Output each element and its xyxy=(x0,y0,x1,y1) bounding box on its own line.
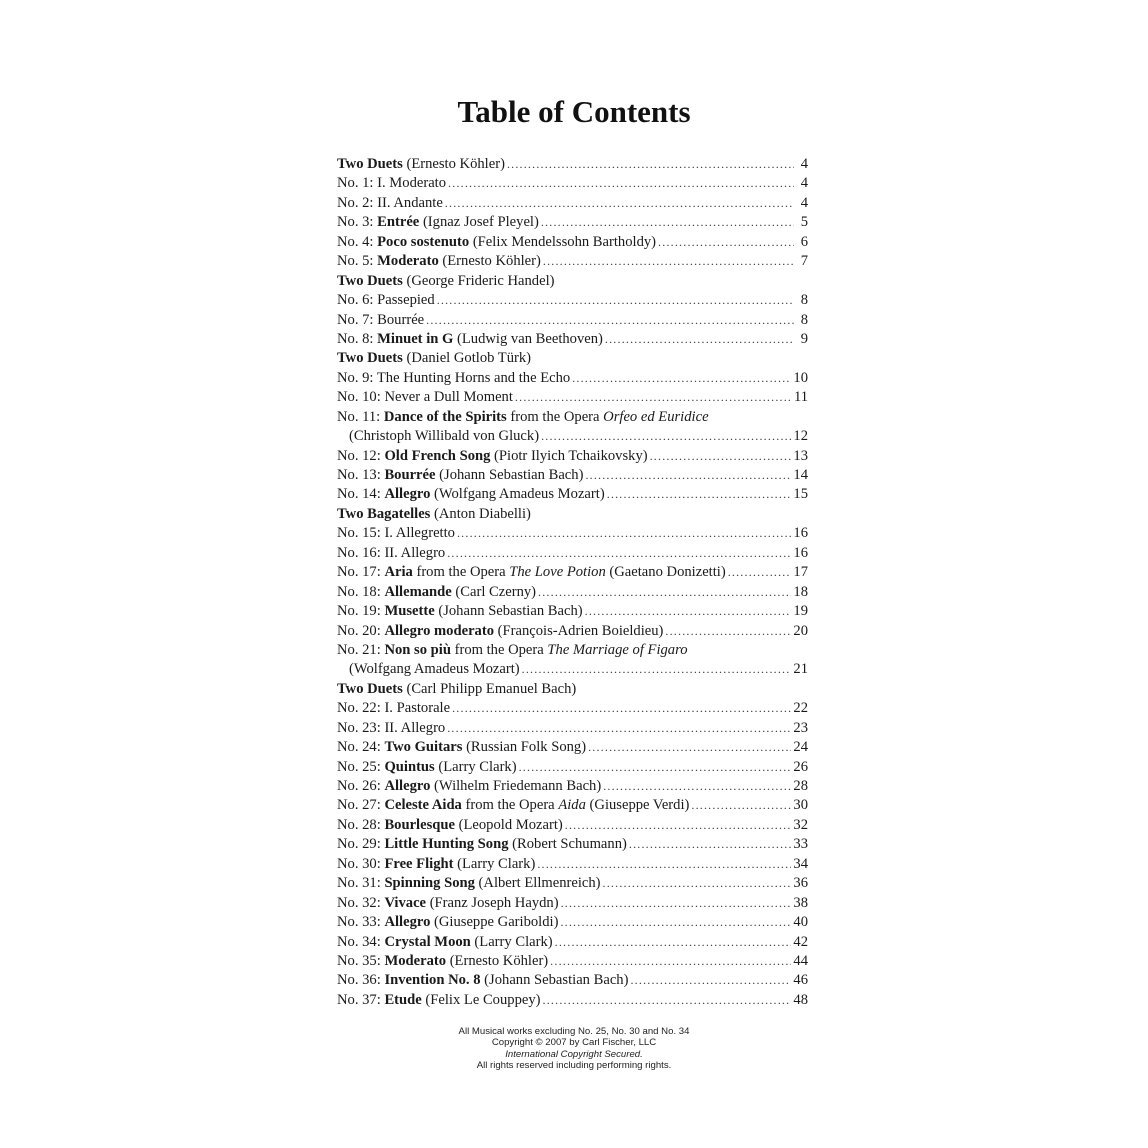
page-number: 19 xyxy=(793,603,808,620)
entry-title: II. Allegro xyxy=(384,719,446,736)
dot-leader xyxy=(603,874,792,893)
entry-number: No. 14: xyxy=(337,486,385,503)
entry-detail: from the Opera xyxy=(412,564,510,581)
toc-entry-text xyxy=(337,174,446,193)
entry-detail: (Larry Clark) xyxy=(470,933,553,950)
dot-leader xyxy=(448,174,794,193)
toc-entry-text xyxy=(337,466,583,485)
entry-number: No. 31: xyxy=(337,875,385,892)
entry-detail: (Carl Philipp Emanuel Bach) xyxy=(402,680,577,697)
entry-composer: (Gaetano Donizetti) xyxy=(605,564,726,581)
toc-entry-text xyxy=(337,349,531,368)
entry-detail: (Ignaz Josef Pleyel) xyxy=(419,214,539,231)
entry-title: Musette xyxy=(384,603,435,620)
toc-entry-text xyxy=(337,252,541,271)
dot-leader xyxy=(426,311,794,330)
dot-leader xyxy=(665,622,791,641)
toc-entry-text xyxy=(337,485,605,504)
toc-entry xyxy=(337,252,808,271)
entry-detail: (Felix Mendelssohn Bartholdy) xyxy=(469,233,657,250)
footer-line: All Musical works excluding No. 25, No. 30 and No. 34 xyxy=(458,1026,690,1037)
toc-entry xyxy=(337,408,808,427)
page-number: 13 xyxy=(793,447,808,464)
entry-number: No. 32: xyxy=(337,894,385,911)
dot-leader xyxy=(452,699,791,718)
toc-entry xyxy=(337,485,808,504)
toc-entry-text xyxy=(337,991,541,1010)
page-number: 15 xyxy=(793,486,808,503)
toc-entry-text xyxy=(337,971,628,990)
page-number: 34 xyxy=(793,855,808,872)
page-number: 5 xyxy=(800,214,808,231)
toc-entry xyxy=(337,660,808,679)
dot-leader xyxy=(541,213,794,232)
dot-leader xyxy=(630,971,791,990)
toc-entry-text xyxy=(337,777,601,796)
entry-title: Aria xyxy=(384,564,413,581)
entry-number: No. 30: xyxy=(337,855,385,872)
toc-entry-text xyxy=(337,447,648,466)
opera-title: The Love Potion xyxy=(509,564,606,581)
entry-detail: (George Frideric Handel) xyxy=(402,272,555,289)
entry-title: Two Duets xyxy=(337,272,403,289)
entry-title: Poco sostenuto xyxy=(377,233,470,250)
toc-entry xyxy=(337,544,808,563)
entry-title: I. Allegretto xyxy=(384,525,455,542)
opera-title: The Marriage of Figaro xyxy=(547,641,688,658)
entry-detail: (Larry Clark) xyxy=(434,758,517,775)
toc-entry xyxy=(337,291,808,310)
entry-detail: (Franz Joseph Haydn) xyxy=(426,894,559,911)
dot-leader xyxy=(650,447,792,466)
dot-leader xyxy=(561,894,792,913)
entry-title: Quintus xyxy=(384,758,435,775)
page-number: 18 xyxy=(793,583,808,600)
dot-leader xyxy=(550,952,791,971)
toc-entry xyxy=(337,855,808,874)
page-number: 16 xyxy=(793,525,808,542)
entry-title: Two Duets xyxy=(337,156,403,172)
entry-number: No. 22: xyxy=(337,700,385,717)
footer-line: All rights reserved including performing rights. xyxy=(476,1060,672,1072)
entry-detail: (Anton Diabelli) xyxy=(430,505,531,522)
toc-entry xyxy=(337,933,808,952)
toc-entry-text xyxy=(337,272,555,291)
opera-title: Aida xyxy=(558,797,586,814)
entry-title: II. Andante xyxy=(377,194,443,211)
toc-entry-text xyxy=(349,660,520,679)
toc-entry-text xyxy=(337,641,688,660)
toc-entry-text xyxy=(337,699,450,718)
toc-entry-text xyxy=(337,291,435,310)
entry-title: Allegro moderato xyxy=(384,622,494,639)
page-number: 11 xyxy=(793,389,808,406)
page-number: 42 xyxy=(793,933,808,950)
toc-entry xyxy=(337,330,808,349)
entry-number: No. 21: xyxy=(337,641,385,658)
entry-composer: (Giuseppe Verdi) xyxy=(585,797,690,814)
toc-entry xyxy=(337,174,808,193)
entry-detail: (Felix Le Couppey) xyxy=(421,991,541,1008)
entry-number: No. 17: xyxy=(337,564,385,581)
entry-title: Etude xyxy=(384,991,422,1008)
entry-detail: from the Opera xyxy=(461,797,559,814)
entry-title: Two Duets xyxy=(337,680,403,697)
toc-entry-text xyxy=(337,388,513,407)
toc-entry xyxy=(337,952,808,971)
dot-leader xyxy=(603,777,791,796)
toc-entry-text xyxy=(337,408,709,427)
entry-title: Moderato xyxy=(384,952,447,969)
entry-number: No. 37: xyxy=(337,991,385,1008)
toc-entry-text xyxy=(337,602,583,621)
dot-leader xyxy=(728,563,792,582)
page-number: 8 xyxy=(800,311,808,328)
entry-number: No. 24: xyxy=(337,739,385,756)
toc-entry-text xyxy=(337,680,576,699)
toc-entry xyxy=(337,427,808,446)
toc-entry-text xyxy=(337,563,726,582)
entry-detail: (Johann Sebastian Bach) xyxy=(434,603,583,620)
entry-title: Old French Song xyxy=(384,447,491,464)
toc-entry-text xyxy=(349,427,539,446)
toc-entry-text xyxy=(337,155,505,174)
entry-detail: (Robert Schumann) xyxy=(508,836,627,853)
dot-leader xyxy=(629,835,792,854)
toc-entry xyxy=(337,991,808,1010)
toc-entry-text xyxy=(337,505,531,524)
entry-number: No. 1: xyxy=(337,175,378,192)
toc-entry xyxy=(337,369,808,388)
page-number: 8 xyxy=(800,292,808,309)
entry-number: No. 11: xyxy=(337,408,384,425)
entry-number: No. 13: xyxy=(337,467,385,483)
dot-leader xyxy=(560,913,791,932)
entry-title: Celeste Aida xyxy=(384,797,462,814)
page-number: 14 xyxy=(793,467,808,483)
toc-entry xyxy=(337,563,808,582)
entry-detail: from the Opera xyxy=(450,641,548,658)
entry-number: No. 9: xyxy=(337,369,377,386)
toc-entry xyxy=(337,466,808,485)
footer-line: Copyright © 2007 by Carl Fischer, LLC xyxy=(491,1037,657,1049)
page-title: Table of Contents xyxy=(457,94,691,129)
page-number: 33 xyxy=(793,836,808,853)
dot-leader xyxy=(588,738,791,757)
page-number: 23 xyxy=(793,719,808,736)
entry-title: Spinning Song xyxy=(384,875,475,892)
entry-title: Two Duets xyxy=(337,350,403,367)
page-number: 9 xyxy=(800,330,808,347)
entry-title: Little Hunting Song xyxy=(384,836,509,853)
dot-leader xyxy=(541,427,791,446)
toc-entry xyxy=(337,874,808,893)
toc-entry-text xyxy=(337,952,548,971)
dot-leader xyxy=(437,291,794,310)
toc-entry xyxy=(337,738,808,757)
entry-title: (Wolfgang Amadeus Mozart) xyxy=(349,661,520,678)
toc-entry xyxy=(337,816,808,835)
toc-entry-text xyxy=(337,894,559,913)
entry-number: No. 4: xyxy=(337,233,378,250)
toc-entry-text xyxy=(337,816,563,835)
page-number: 26 xyxy=(793,758,808,775)
toc-entry-text xyxy=(337,913,558,932)
toc-entry-text xyxy=(337,758,517,777)
page-number: 40 xyxy=(793,914,808,931)
entry-detail: (Russian Folk Song) xyxy=(462,739,587,756)
dot-leader xyxy=(585,602,792,621)
entry-number: No. 16: xyxy=(337,544,385,561)
toc-entry xyxy=(337,213,808,232)
entry-title: Invention No. 8 xyxy=(384,972,481,989)
entry-title: Free Flight xyxy=(384,855,454,872)
page-number: 38 xyxy=(793,894,808,911)
entry-number: No. 28: xyxy=(337,816,385,833)
toc-entry-text xyxy=(337,583,536,602)
page-number: 30 xyxy=(793,797,808,814)
entry-number: No. 12: xyxy=(337,447,385,464)
entry-detail: (Johann Sebastian Bach) xyxy=(435,467,584,483)
entry-number: No. 6: xyxy=(337,292,378,309)
page-number: 17 xyxy=(793,564,808,581)
dot-leader xyxy=(445,194,794,213)
page-number: 20 xyxy=(793,622,808,639)
page-number: 22 xyxy=(793,700,808,717)
entry-title: Crystal Moon xyxy=(384,933,471,950)
dot-leader xyxy=(607,485,792,504)
entry-number: No. 19: xyxy=(337,603,385,620)
toc-entry xyxy=(337,796,808,815)
entry-number: No. 5: xyxy=(337,253,378,270)
toc-entry-text xyxy=(337,796,689,815)
page-number: 28 xyxy=(793,778,808,794)
entry-number: No. 36: xyxy=(337,972,385,989)
table-of-contents xyxy=(337,155,808,1010)
entry-detail: (Daniel Gotlob Türk) xyxy=(402,350,532,367)
toc-entry-text xyxy=(337,933,553,952)
toc-entry-text xyxy=(337,835,627,854)
entry-number: No. 26: xyxy=(337,778,385,794)
toc-entry xyxy=(337,505,808,524)
dot-leader xyxy=(565,816,792,835)
toc-entry xyxy=(337,194,808,213)
dot-leader xyxy=(585,466,791,485)
toc-entry-text xyxy=(337,524,455,543)
dot-leader xyxy=(457,524,791,543)
entry-number: No. 3: xyxy=(337,214,378,231)
entry-detail: (Wilhelm Friedemann Bach) xyxy=(430,778,602,794)
entry-title: Non so più xyxy=(384,641,451,658)
page-number: 6 xyxy=(800,233,808,250)
entry-number: No. 15: xyxy=(337,525,385,542)
toc-entry xyxy=(337,913,808,932)
entry-title: The Hunting Horns and the Echo xyxy=(376,369,571,386)
dot-leader xyxy=(515,388,792,407)
entry-detail: (Johann Sebastian Bach) xyxy=(480,972,629,989)
toc-entry xyxy=(337,777,808,796)
dot-leader xyxy=(691,796,791,815)
toc-entry xyxy=(337,311,808,330)
toc-entry xyxy=(337,680,808,699)
toc-entry xyxy=(337,524,808,543)
toc-entry xyxy=(337,894,808,913)
entry-detail: (Ernesto Köhler) xyxy=(446,952,549,969)
dot-leader xyxy=(447,544,791,563)
toc-entry-text xyxy=(337,855,535,874)
toc-entry-text xyxy=(337,194,443,213)
dot-leader xyxy=(543,991,792,1010)
entry-number: No. 33: xyxy=(337,914,385,931)
entry-number: No. 7: xyxy=(337,311,378,328)
entry-number: No. 10: xyxy=(337,389,385,406)
dot-leader xyxy=(519,758,792,777)
entry-title: Moderato xyxy=(377,253,439,270)
dot-leader xyxy=(507,155,794,174)
page-number: 36 xyxy=(793,875,808,892)
dot-leader xyxy=(538,583,791,602)
entry-title: Dance of the Spirits xyxy=(383,408,507,425)
entry-number: No. 29: xyxy=(337,836,385,853)
footer-line: International Copyright Secured. xyxy=(505,1048,643,1060)
page-number: 44 xyxy=(793,952,808,969)
page-number: 46 xyxy=(793,972,808,989)
entry-title: Allemande xyxy=(384,583,452,600)
entry-number: No. 8: xyxy=(337,330,378,347)
page-number: 24 xyxy=(793,739,808,756)
opera-title: Orfeo ed Euridice xyxy=(603,408,709,425)
entry-title: II. Allegro xyxy=(384,544,446,561)
toc-entry xyxy=(337,233,808,252)
entry-title: Bourlesque xyxy=(384,816,455,833)
entry-title: Passepied xyxy=(377,292,435,309)
entry-detail: (Ernesto Köhler) xyxy=(438,253,541,270)
dot-leader xyxy=(537,855,791,874)
dot-leader xyxy=(522,660,792,679)
entry-detail: (Wolfgang Amadeus Mozart) xyxy=(430,486,605,503)
page-number: 4 xyxy=(800,156,808,172)
toc-entry xyxy=(337,971,808,990)
toc-entry-text xyxy=(337,369,570,388)
toc-entry xyxy=(337,602,808,621)
entry-title: I. Moderato xyxy=(377,175,447,192)
toc-entry xyxy=(337,641,808,660)
entry-title: Vivace xyxy=(384,894,427,911)
page-number: 32 xyxy=(793,816,808,833)
toc-entry-text xyxy=(337,622,663,641)
toc-entry xyxy=(337,583,808,602)
toc-entry-text xyxy=(337,213,539,232)
entry-detail: (Larry Clark) xyxy=(453,855,536,872)
entry-title: Bourrée xyxy=(377,311,425,328)
entry-title: (Christoph Willibald von Gluck) xyxy=(349,428,540,445)
entry-number: No. 34: xyxy=(337,933,385,950)
entry-title: Two Guitars xyxy=(384,739,463,756)
toc-entry-text xyxy=(337,738,586,757)
toc-entry-text xyxy=(337,233,656,252)
toc-entry-text xyxy=(337,719,445,738)
page-number: 4 xyxy=(800,175,808,192)
entry-number: No. 25: xyxy=(337,758,385,775)
entry-title: Minuet in G xyxy=(377,330,454,347)
toc-entry xyxy=(337,349,808,368)
entry-detail: (Carl Czerny) xyxy=(451,583,537,600)
copyright-footer xyxy=(0,1026,1148,1072)
entry-detail: (Ernesto Köhler) xyxy=(402,156,505,172)
dot-leader xyxy=(658,233,794,252)
entry-title: Never a Dull Moment xyxy=(384,389,513,406)
page-number: 10 xyxy=(793,369,808,386)
entry-detail: (Giuseppe Gariboldi) xyxy=(430,914,559,931)
page-number: 4 xyxy=(800,194,808,211)
entry-detail: (François-Adrien Boieldieu) xyxy=(494,622,664,639)
toc-entry xyxy=(337,835,808,854)
entry-title: Allegro xyxy=(384,914,431,931)
entry-title: Allegro xyxy=(384,486,431,503)
entry-number: No. 23: xyxy=(337,719,385,736)
toc-entry-text xyxy=(337,874,601,893)
entry-number: No. 18: xyxy=(337,583,385,600)
dot-leader xyxy=(555,933,792,952)
toc-entry-text xyxy=(337,311,424,330)
entry-detail: (Albert Ellmenreich) xyxy=(474,875,601,892)
dot-leader xyxy=(447,719,791,738)
entry-detail: (Leopold Mozart) xyxy=(454,816,563,833)
page-number: 48 xyxy=(793,991,808,1008)
toc-entry-text xyxy=(337,330,603,349)
entry-title: I. Pastorale xyxy=(384,700,451,717)
dot-leader xyxy=(605,330,794,349)
entry-number: No. 35: xyxy=(337,952,385,969)
toc-entry xyxy=(337,758,808,777)
toc-entry xyxy=(337,699,808,718)
dot-leader xyxy=(543,252,794,271)
entry-detail: (Piotr Ilyich Tchaikovsky) xyxy=(490,447,648,464)
toc-entry xyxy=(337,155,808,174)
entry-title: Allegro xyxy=(384,778,431,794)
entry-title: Bourrée xyxy=(384,467,436,483)
page-number: 7 xyxy=(800,253,808,270)
dot-leader xyxy=(572,369,791,388)
toc-entry xyxy=(337,272,808,291)
entry-title: Entrée xyxy=(377,214,420,231)
page-number: 16 xyxy=(793,544,808,561)
page-number: 12 xyxy=(793,428,808,445)
entry-title: Two Bagatelles xyxy=(337,505,431,522)
toc-entry xyxy=(337,622,808,641)
toc-entry-text xyxy=(337,544,445,563)
entry-detail: (Ludwig van Beethoven) xyxy=(453,330,603,347)
entry-number: No. 20: xyxy=(337,622,385,639)
page-number: 21 xyxy=(793,661,808,678)
entry-detail: from the Opera xyxy=(506,408,604,425)
entry-number: No. 27: xyxy=(337,797,385,814)
toc-entry xyxy=(337,388,808,407)
toc-entry xyxy=(337,719,808,738)
entry-number: No. 2: xyxy=(337,194,378,211)
toc-entry xyxy=(337,447,808,466)
